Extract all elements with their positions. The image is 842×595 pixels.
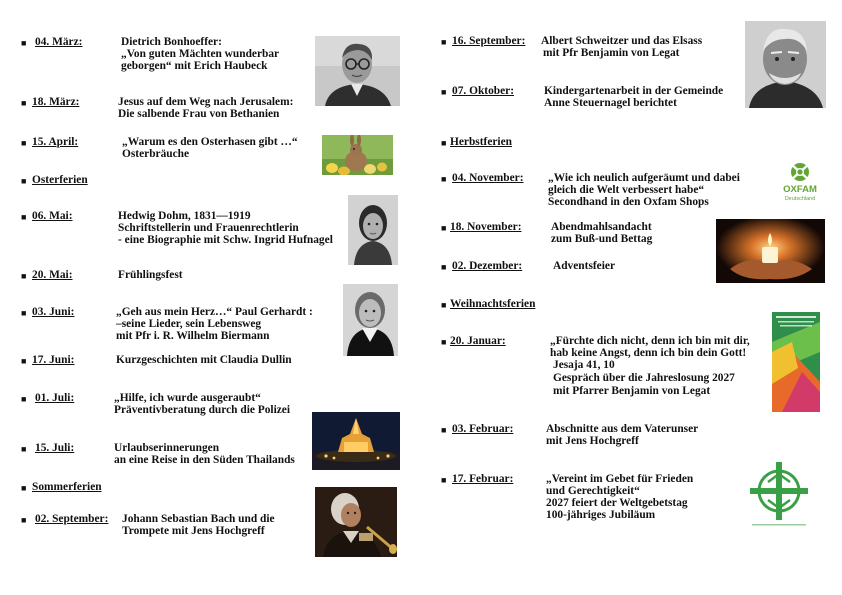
event-date: 17. Februar:: [452, 473, 514, 485]
holiday-heading: Sommerferien: [32, 481, 102, 493]
event-date: 02. September:: [35, 513, 109, 525]
event-date: 17. Juni:: [32, 354, 75, 366]
event-date: 07. Oktober:: [452, 85, 515, 97]
event-line: Trompete mit Jens Hochgreff: [122, 525, 265, 537]
event-line: Abschnitte aus dem Vaterunser: [546, 423, 699, 435]
event-line: Anne Steuernagel berichtet: [544, 97, 677, 109]
event-line: Jesaja 41, 10: [553, 359, 615, 371]
event-date: 01. Juli:: [35, 392, 75, 404]
portrait-gerhardt-icon: [343, 284, 398, 356]
event-date: 20. Januar:: [450, 335, 506, 347]
event-date: 15. Juli:: [35, 442, 75, 454]
event-line: mit Pfr Benjamin von Legat: [543, 47, 680, 59]
event-line: Abendmahlsandacht: [551, 221, 652, 233]
event-line: „Wie ich neulich aufgeräumt und dabei: [548, 172, 740, 184]
event-line: gleich die Welt verbessert habe“: [548, 184, 705, 196]
event-line: „Warum es den Osterhasen gibt …“: [122, 136, 298, 148]
event-line: „Geh aus mein Herz…“ Paul Gerhardt :: [116, 306, 313, 318]
jahreslosung-card-icon: [772, 312, 820, 412]
easter-bunny-icon: [322, 135, 393, 175]
bullet: ■: [21, 515, 27, 525]
candle-hands-icon: [716, 219, 825, 283]
event-date: 03. Februar:: [452, 423, 514, 435]
oxfam-logo-text: OXFAM: [783, 184, 817, 195]
holiday-heading: Weihnachtsferien: [450, 298, 536, 310]
bullet: ■: [21, 176, 27, 186]
bullet: ■: [441, 425, 447, 435]
holiday-heading: Herbstferien: [450, 136, 512, 148]
event-line: Secondhand in den Oxfam Shops: [548, 196, 709, 208]
event-line: an eine Reise in den Süden Thailands: [114, 454, 295, 466]
portrait-bach-icon: [315, 487, 397, 557]
event-line: Schriftstellerin und Frauenrechtlerin: [118, 222, 299, 234]
event-line: und Gerechtigkeit“: [546, 485, 640, 497]
event-line: Die salbende Frau von Bethanien: [118, 108, 280, 120]
bullet: ■: [441, 87, 447, 97]
event-line: Osterbräuche: [122, 148, 190, 160]
event-line: Adventsfeier: [553, 260, 615, 272]
event-line: Kindergartenarbeit in der Gemeinde: [544, 85, 724, 97]
bullet: ■: [21, 138, 27, 148]
event-line: Frühlingsfest: [118, 269, 183, 281]
event-date: 02. Dezember:: [452, 260, 523, 272]
bullet: ■: [21, 356, 27, 366]
portrait-schweitzer-icon: [745, 21, 826, 108]
event-line: zum Buß-und Bettag: [551, 233, 653, 245]
event-line: „Fürchte dich nicht, denn ich bin mit dir,: [550, 335, 750, 347]
bullet: ■: [21, 444, 27, 454]
event-date: 18. November:: [450, 221, 522, 233]
bullet: ■: [21, 308, 27, 318]
event-line: „Von guten Mächten wunderbar: [121, 48, 280, 60]
event-line: geborgen“ mit Erich Haubeck: [121, 60, 268, 72]
event-line: Jesus auf dem Weg nach Jerusalem:: [118, 96, 294, 108]
portrait-dohm-icon: [348, 195, 398, 265]
bullet: ■: [441, 37, 447, 47]
event-date: 06. Mai:: [32, 210, 73, 222]
event-line: –seine Lieder, sein Lebensweg: [116, 318, 262, 330]
event-date: 16. September:: [452, 35, 526, 47]
event-line: hab keine Angst, denn ich bin dein Gott!: [550, 347, 747, 359]
holiday-heading: Osterferien: [32, 174, 88, 186]
bullet: ■: [21, 212, 27, 222]
bullet: ■: [441, 223, 447, 233]
weltgebetstag-logo-icon: [748, 460, 810, 530]
event-line: Johann Sebastian Bach und die: [122, 513, 275, 525]
event-date: 20. Mai:: [32, 269, 73, 281]
event-line: 2027 feiert der Weltgebetstag: [546, 497, 688, 509]
bullet: ■: [441, 262, 447, 272]
event-line: Urlaubserinnerungen: [114, 442, 220, 454]
event-line: Kurzgeschichten mit Claudia Dullin: [116, 354, 292, 366]
event-line: Hedwig Dohm, 1831—1919: [118, 210, 251, 222]
event-date: 18. März:: [32, 96, 80, 108]
event-line: mit Pfarrer Benjamin von Legat: [553, 385, 711, 397]
bullet: ■: [441, 174, 447, 184]
event-line: „Hilfe, ich wurde ausgeraubt“: [114, 392, 261, 404]
event-line: - eine Biographie mit Schw. Ingrid Hufnagel: [118, 234, 333, 246]
bullet: ■: [21, 38, 27, 48]
bullet: ■: [441, 300, 447, 310]
oxfam-logo-subtext: Deutschland: [784, 196, 816, 202]
bullet: ■: [441, 475, 447, 485]
event-line: mit Jens Hochgreff: [546, 435, 639, 447]
bullet: ■: [441, 138, 447, 148]
event-line: Albert Schweitzer und das Elsass: [541, 35, 703, 47]
bullet: ■: [441, 337, 447, 347]
portrait-bonhoeffer-icon: [315, 36, 400, 106]
event-date: 04. März:: [35, 36, 83, 48]
event-line: „Vereint im Gebet für Frieden: [546, 473, 694, 485]
event-line: Präventivberatung durch die Polizei: [114, 404, 291, 416]
event-date: 03. Juni:: [32, 306, 75, 318]
bullet: ■: [21, 271, 27, 281]
event-line: Gespräch über die Jahreslosung 2027: [553, 372, 735, 384]
thai-temple-icon: [312, 412, 400, 470]
bullet: ■: [21, 483, 27, 493]
bullet: ■: [21, 98, 27, 108]
event-line: mit Pfr i. R. Wilhelm Biermann: [116, 330, 270, 342]
event-date: 15. April:: [32, 136, 79, 148]
event-line: Dietrich Bonhoeffer:: [121, 36, 222, 48]
event-line: 100-jähriges Jubiläum: [546, 509, 656, 521]
event-date: 04. November:: [452, 172, 524, 184]
bullet: ■: [21, 394, 27, 404]
